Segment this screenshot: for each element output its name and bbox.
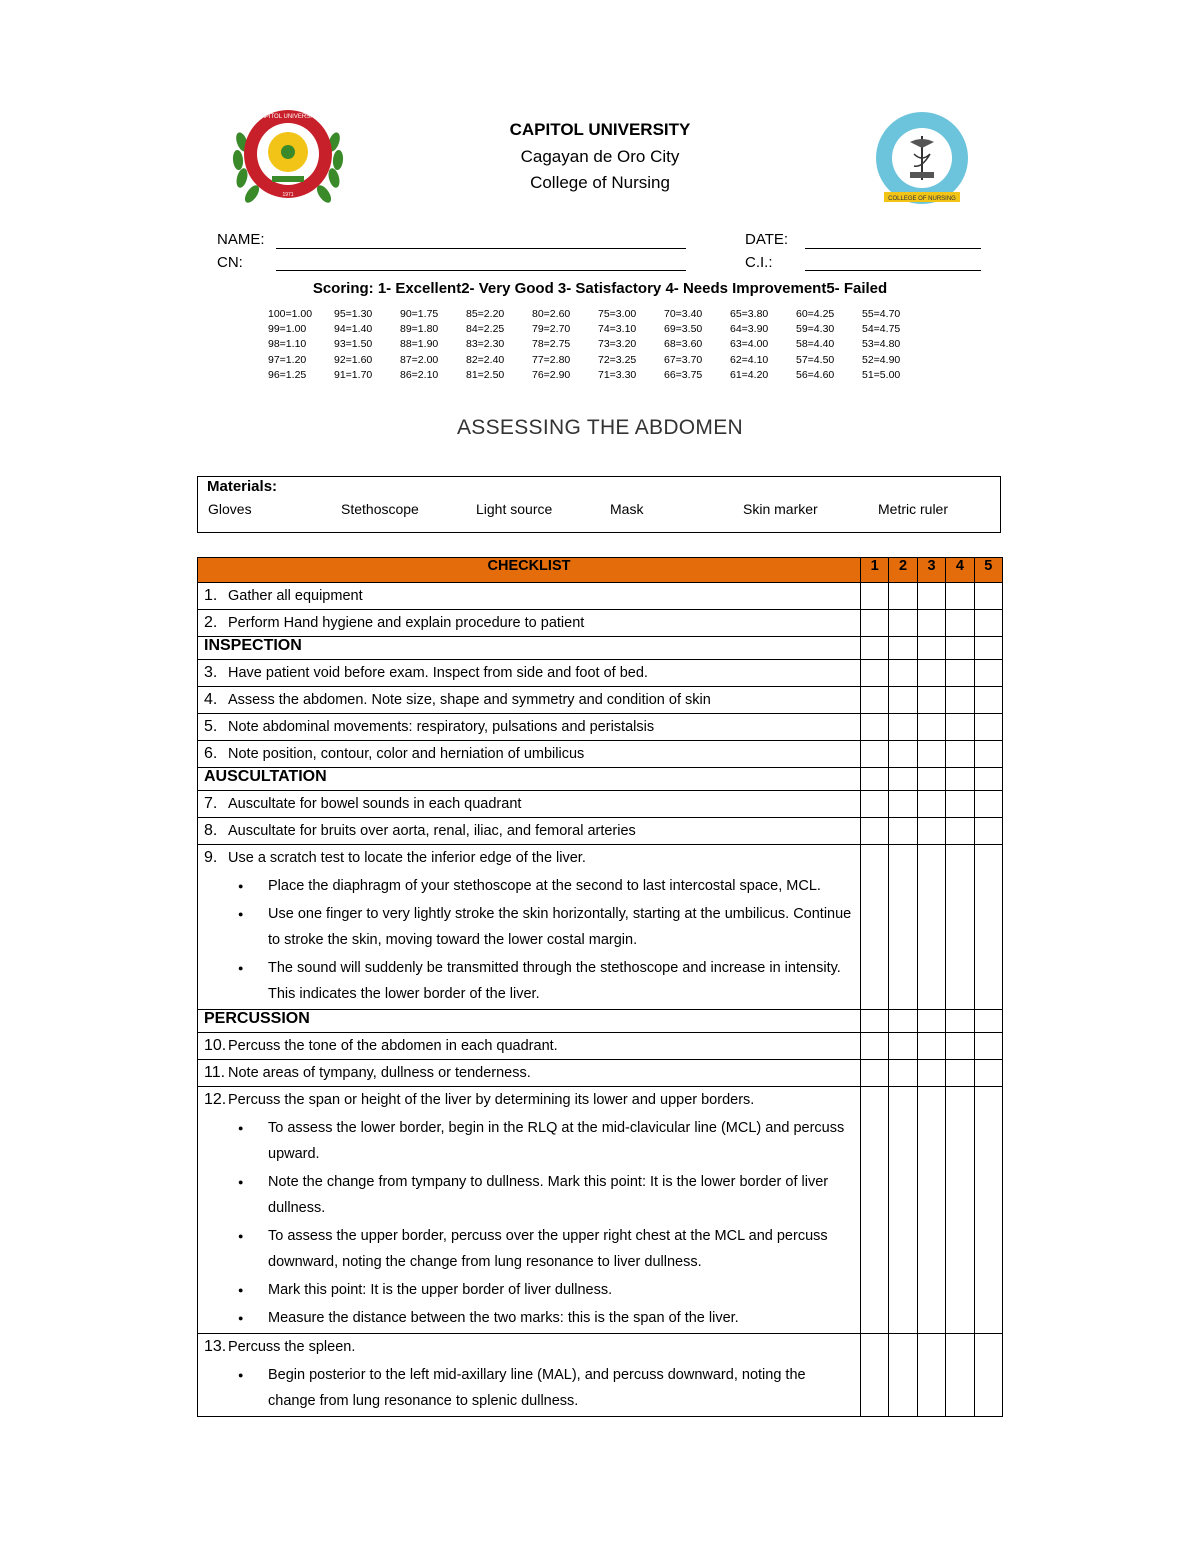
grade-cell: 70=3.40	[664, 308, 703, 320]
grade-cell: 61=4.20	[730, 368, 769, 381]
checklist-row	[198, 687, 1003, 714]
sub-step-list	[204, 1115, 854, 1331]
grade-cell: 72=3.25	[598, 353, 637, 366]
grade-cell: 64=3.90	[730, 323, 769, 336]
grade-cell: 83=2.30	[466, 338, 505, 351]
score-cell[interactable]	[946, 583, 974, 610]
college-of-nursing-seal-logo	[870, 110, 974, 210]
score-cell[interactable]	[861, 741, 889, 768]
sub-step: ● Note the change from tympany to dullness. Mark this point: It is the lower border of liver dullness.	[268, 1169, 854, 1221]
score-cell[interactable]	[861, 1334, 889, 1417]
document-title: ASSESSING THE ABDOMEN	[457, 416, 743, 439]
score-cell[interactable]	[889, 845, 917, 1010]
score-cell[interactable]	[974, 1087, 1002, 1334]
item-text: Gather all equipment	[228, 588, 363, 604]
score-cell[interactable]	[889, 818, 917, 845]
score-cell[interactable]	[917, 1087, 945, 1334]
section-heading-inspection: INSPECTION	[198, 637, 861, 660]
score-cell[interactable]	[889, 610, 917, 637]
sub-step: ● Mark this point: It is the upper border of liver dullness.	[268, 1277, 854, 1303]
score-cell[interactable]	[917, 1033, 945, 1060]
score-cell[interactable]	[861, 610, 889, 637]
item-number: 8.	[204, 822, 218, 839]
sub-step: ● Place the diaphragm of your stethoscope at the second to last intercostal space, MCL.	[268, 873, 854, 899]
material-item: Mask	[610, 501, 644, 517]
ci-line[interactable]	[805, 270, 981, 271]
score-cell[interactable]	[974, 741, 1002, 768]
material-item: Stethoscope	[341, 501, 419, 517]
grade-cell: 74=3.10	[598, 323, 637, 336]
grade-cell: 65=3.80	[730, 308, 769, 320]
date-line[interactable]	[805, 248, 981, 249]
grade-cell: 54=4.75	[862, 323, 901, 336]
date-label: DATE:	[745, 231, 789, 248]
grade-cell: 75=3.00	[598, 308, 637, 320]
score-header: 4	[946, 558, 974, 583]
item-text: Note position, contour, color and herniation of umbilicus	[228, 746, 585, 762]
materials-heading: Materials:	[207, 478, 278, 495]
section-heading-auscultation: AUSCULTATION	[198, 768, 861, 791]
score-cell[interactable]	[917, 610, 945, 637]
score-cell[interactable]	[974, 610, 1002, 637]
sub-step: ● To assess the lower border, begin in the RLQ at the mid-clavicular line (MCL) and percuss upward.	[268, 1115, 854, 1167]
score-cell[interactable]	[917, 741, 945, 768]
item-text: Assess the abdomen. Note size, shape and symmetry and condition of skin	[228, 692, 711, 708]
grade-cell: 86=2.10	[400, 368, 439, 381]
score-cell[interactable]	[974, 1033, 1002, 1060]
score-header: 1	[861, 558, 889, 583]
score-cell[interactable]	[946, 1033, 974, 1060]
grade-cell: 99=1.00	[268, 323, 307, 336]
item-number: 5.	[204, 718, 218, 735]
score-cell[interactable]	[861, 687, 889, 714]
item-number: 1.	[204, 587, 218, 604]
grade-cell: 66=3.75	[664, 368, 703, 381]
item-text: Have patient void before exam. Inspect from side and foot of bed.	[228, 665, 648, 681]
grade-cell: 73=3.20	[598, 338, 637, 351]
score-cell[interactable]	[974, 791, 1002, 818]
score-cell[interactable]	[861, 660, 889, 687]
score-cell[interactable]	[861, 845, 889, 1010]
grade-cell: 94=1.40	[334, 323, 373, 336]
score-cell[interactable]	[974, 583, 1002, 610]
checklist-row	[198, 1033, 1003, 1060]
item-text: Note areas of tympany, dullness or tenderness.	[228, 1065, 531, 1081]
grade-cell: 82=2.40	[466, 353, 505, 366]
grade-cell: 81=2.50	[466, 368, 505, 381]
grade-cell: 80=2.60	[532, 308, 571, 320]
grade-cell: 92=1.60	[334, 353, 373, 366]
item-number: 3.	[204, 664, 218, 681]
score-header: 3	[917, 558, 945, 583]
item-text: Use a scratch test to locate the inferior edge of the liver.	[228, 850, 586, 866]
checklist-row	[198, 791, 1003, 818]
score-cell[interactable]	[946, 660, 974, 687]
item-number: 13.	[204, 1338, 227, 1355]
grade-cell: 67=3.70	[664, 353, 703, 366]
material-item: Metric ruler	[878, 501, 949, 517]
score-cell[interactable]	[917, 1334, 945, 1417]
checklist-row	[198, 1087, 1003, 1334]
grade-cell: 51=5.00	[862, 368, 901, 381]
scoring-legend: Scoring: 1- Excellent2- Very Good 3- Satisfactory 4- Needs Improvement5- Failed	[312, 280, 888, 297]
checklist-row	[198, 1334, 1003, 1417]
sub-step: ● Measure the distance between the two marks: this is the span of the liver.	[268, 1305, 854, 1331]
score-cell[interactable]	[917, 660, 945, 687]
score-cell[interactable]	[861, 1087, 889, 1334]
grade-cell: 52=4.90	[862, 353, 901, 366]
item-text: Auscultate for bowel sounds in each quadrant	[228, 796, 522, 812]
score-cell[interactable]	[861, 714, 889, 741]
score-cell[interactable]	[889, 1060, 917, 1087]
checklist-row	[198, 660, 1003, 687]
score-cell[interactable]	[889, 714, 917, 741]
grade-cell: 96=1.25	[268, 368, 307, 381]
grade-cell: 60=4.25	[796, 308, 835, 320]
university-city: Cagayan de Oro City	[520, 147, 680, 166]
score-cell[interactable]	[946, 818, 974, 845]
score-header: 5	[974, 558, 1002, 583]
checklist-row	[198, 818, 1003, 845]
grade-cell: 69=3.50	[664, 323, 703, 336]
item-number: 12.	[204, 1091, 227, 1108]
score-cell[interactable]	[861, 1033, 889, 1060]
score-cell[interactable]	[974, 845, 1002, 1010]
sub-step: ● Use one finger to very lightly stroke the skin horizontally, starting at the umbilicus. Continue to stroke the skin, moving toward the lower costal margin.	[268, 901, 854, 953]
score-cell[interactable]	[974, 687, 1002, 714]
score-cell[interactable]	[946, 714, 974, 741]
score-cell[interactable]	[946, 791, 974, 818]
score-cell[interactable]	[946, 610, 974, 637]
score-cell[interactable]	[889, 741, 917, 768]
score-cell[interactable]	[974, 660, 1002, 687]
score-cell[interactable]	[917, 818, 945, 845]
grade-cell: 57=4.50	[796, 353, 835, 366]
grade-cell: 90=1.75	[400, 308, 439, 320]
name-line[interactable]	[276, 248, 686, 249]
score-cell[interactable]	[917, 687, 945, 714]
cn-label: CN:	[217, 254, 243, 271]
section-heading-percussion: PERCUSSION	[198, 1010, 861, 1033]
score-cell[interactable]	[889, 1334, 917, 1417]
item-text: Perform Hand hygiene and explain procedure to patient	[228, 615, 585, 631]
svg-text:COLLEGE OF NURSING: COLLEGE OF NURSING	[888, 196, 956, 202]
score-cell[interactable]	[974, 818, 1002, 845]
checklist-row	[198, 1060, 1003, 1087]
grade-cell: 71=3.30	[598, 368, 637, 381]
section-row	[198, 1010, 1003, 1033]
grade-conversion-table	[268, 307, 928, 383]
checklist-row	[198, 583, 1003, 610]
grade-cell: 55=4.70	[862, 308, 901, 320]
sub-step: ● The sound will suddenly be transmitted through the stethoscope and increase in intensity. This indicates the lower border of the liver.	[268, 955, 854, 1007]
score-cell[interactable]	[917, 845, 945, 1010]
checklist-header-row	[198, 558, 1003, 583]
score-header: 2	[889, 558, 917, 583]
material-item: Light source	[476, 501, 553, 517]
checklist-row	[198, 610, 1003, 637]
score-cell[interactable]	[861, 818, 889, 845]
svg-text:1971: 1971	[282, 192, 294, 198]
grade-cell: 91=1.70	[334, 368, 373, 381]
score-cell[interactable]	[946, 1087, 974, 1334]
section-row	[198, 768, 1003, 791]
score-cell[interactable]	[889, 1087, 917, 1334]
item-number: 11.	[204, 1064, 226, 1081]
checklist-heading: CHECKLIST	[198, 558, 861, 583]
score-cell[interactable]	[917, 791, 945, 818]
grade-cell: 100=1.00	[268, 308, 313, 320]
score-cell[interactable]	[889, 660, 917, 687]
materials-box	[197, 476, 1001, 533]
sub-step: ● Begin posterior to the left mid-axillary line (MAL), and percuss downward, noting the change from lung resonance to splenic dullness.	[268, 1362, 854, 1414]
item-number: 2.	[204, 614, 218, 631]
score-cell[interactable]	[946, 845, 974, 1010]
grade-cell: 76=2.90	[532, 368, 571, 381]
grade-cell: 97=1.20	[268, 353, 307, 366]
grade-cell: 59=4.30	[796, 323, 835, 336]
item-text: Note abdominal movements: respiratory, pulsations and peristalsis	[228, 719, 655, 735]
name-label: NAME:	[217, 231, 265, 248]
material-item: Skin marker	[743, 501, 818, 517]
score-cell[interactable]	[946, 1060, 974, 1087]
grade-cell: 79=2.70	[532, 323, 571, 336]
grade-cell: 84=2.25	[466, 323, 505, 336]
score-cell[interactable]	[889, 791, 917, 818]
score-cell[interactable]	[889, 687, 917, 714]
score-cell[interactable]	[974, 714, 1002, 741]
item-number: 7.	[204, 795, 218, 812]
item-number: 6.	[204, 745, 218, 762]
section-row	[198, 637, 1003, 660]
item-number: 10.	[204, 1037, 227, 1054]
college-name: College of Nursing	[530, 173, 670, 192]
grade-cell: 98=1.10	[268, 338, 307, 351]
score-cell[interactable]	[946, 741, 974, 768]
score-cell[interactable]	[889, 1033, 917, 1060]
score-cell[interactable]	[917, 1060, 945, 1087]
grade-cell: 89=1.80	[400, 323, 439, 336]
item-text: Auscultate for bruits over aorta, renal, iliac, and femoral arteries	[228, 823, 636, 839]
score-cell[interactable]	[946, 687, 974, 714]
grade-cell: 56=4.60	[796, 368, 835, 381]
score-cell[interactable]	[917, 714, 945, 741]
item-number: 9.	[204, 849, 218, 866]
score-cell[interactable]	[861, 1060, 889, 1087]
score-cell[interactable]	[946, 1334, 974, 1417]
ci-label: C.I.:	[745, 254, 773, 271]
item-text: Percuss the tone of the abdomen in each quadrant.	[228, 1038, 558, 1054]
checklist-row	[198, 741, 1003, 768]
university-name: CAPITOL UNIVERSITY	[509, 120, 691, 139]
grade-cell: 68=3.60	[664, 338, 703, 351]
sub-step-list	[204, 1362, 854, 1414]
cn-line[interactable]	[276, 270, 686, 271]
grade-cell: 95=1.30	[334, 308, 373, 320]
checklist-row	[198, 845, 1003, 1010]
sub-step: ● To assess the upper border, percuss over the upper right chest at the MCL and percuss downward, noting the change from lung resonance to liver dullness.	[268, 1223, 854, 1275]
item-text: Percuss the spleen.	[228, 1339, 356, 1355]
score-cell[interactable]	[917, 583, 945, 610]
sub-step-list	[204, 873, 854, 1007]
item-text: Percuss the span or height of the liver by determining its lower and upper borders.	[228, 1092, 755, 1108]
grade-cell: 93=1.50	[334, 338, 373, 351]
grade-cell: 87=2.00	[400, 353, 439, 366]
score-cell[interactable]	[974, 1060, 1002, 1087]
score-cell[interactable]	[889, 583, 917, 610]
grade-cell: 58=4.40	[796, 338, 835, 351]
score-cell[interactable]	[974, 1334, 1002, 1417]
grade-cell: 85=2.20	[466, 308, 505, 320]
checklist-row	[198, 714, 1003, 741]
score-cell[interactable]	[861, 583, 889, 610]
grade-cell: 77=2.80	[532, 353, 571, 366]
grade-cell: 88=1.90	[400, 338, 439, 351]
grade-cell: 63=4.00	[730, 338, 769, 351]
item-number: 4.	[204, 691, 218, 708]
grade-cell: 62=4.10	[730, 353, 769, 366]
score-cell[interactable]	[861, 791, 889, 818]
svg-text:CAPITOL UNIVERSITY: CAPITOL UNIVERSITY	[256, 114, 320, 120]
grade-cell: 53=4.80	[862, 338, 901, 351]
material-item: Gloves	[208, 501, 252, 517]
checklist-table	[197, 557, 1003, 1417]
grade-cell: 78=2.75	[532, 338, 571, 351]
